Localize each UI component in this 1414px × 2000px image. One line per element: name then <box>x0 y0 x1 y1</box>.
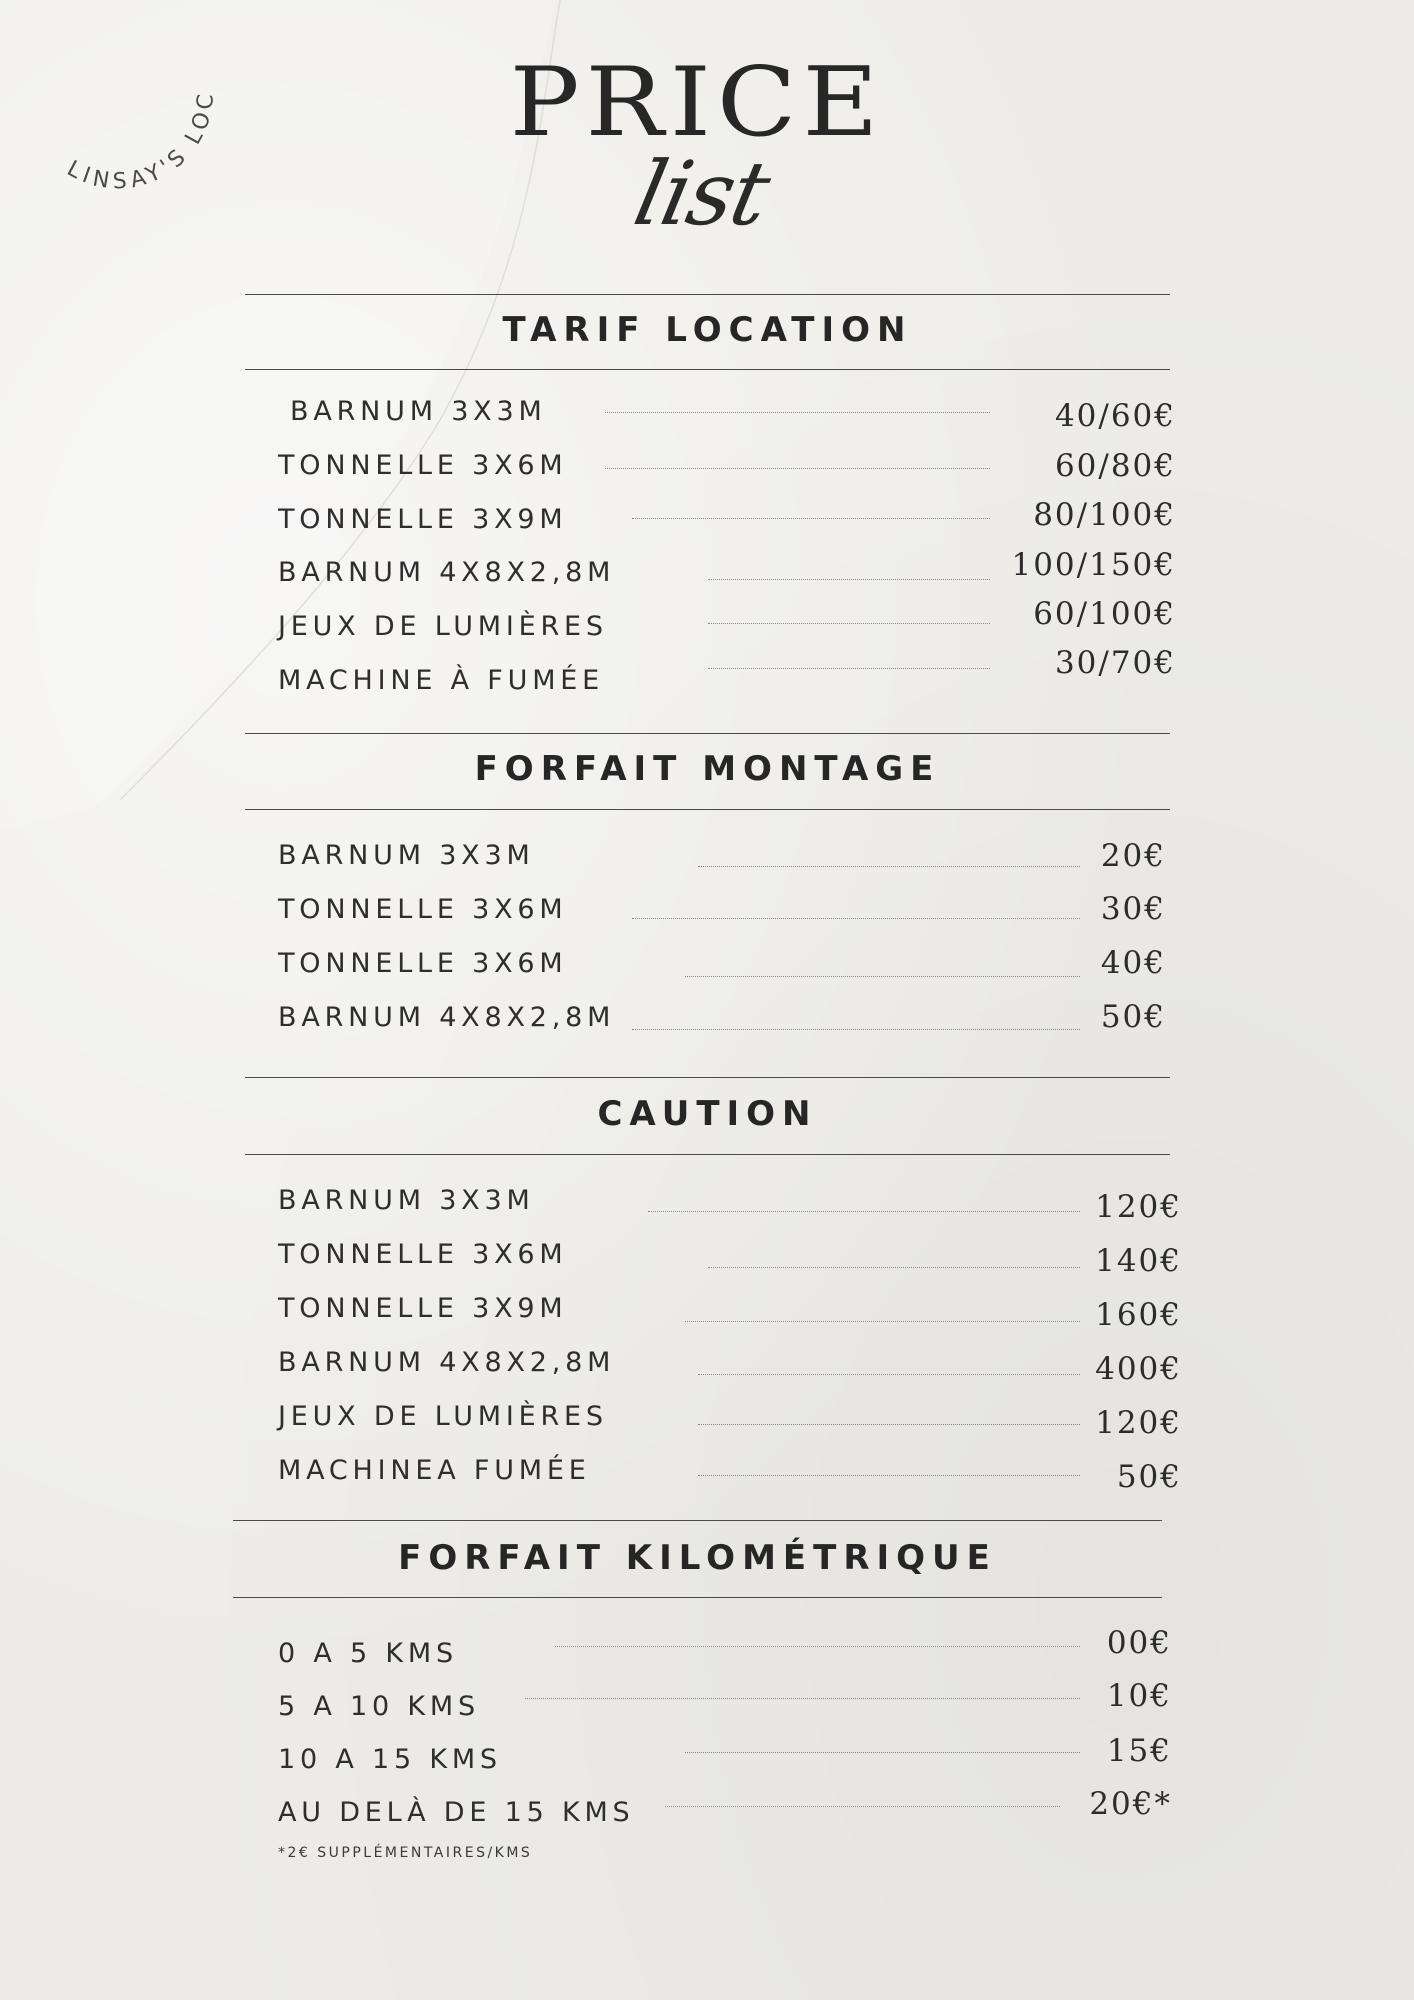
item-price: 15€ <box>1106 1733 1172 1769</box>
item-leader <box>708 1267 1080 1268</box>
item-leader <box>698 866 1080 867</box>
item-price: 160€ <box>1095 1297 1182 1333</box>
item-price: 140€ <box>1095 1243 1182 1279</box>
item-price: 50€ <box>1100 999 1166 1035</box>
item-price: 20€ <box>1100 838 1166 874</box>
section-title-forfait-montage: FORFAIT MONTAGE <box>474 749 941 789</box>
item-price: 40€ <box>1100 945 1166 981</box>
item-label: 10 A 15 KMS <box>278 1744 502 1775</box>
section-title-tarif-location: TARIF LOCATION <box>502 310 913 350</box>
section-rule <box>245 809 1170 810</box>
item-label: BARNUM 3X3M <box>290 396 547 427</box>
item-leader <box>698 1424 1080 1425</box>
section-rule <box>245 294 1170 295</box>
item-leader <box>708 579 990 580</box>
item-label: JEUX DE LUMIÈRES <box>278 1401 608 1432</box>
item-label: JEUX DE LUMIÈRES <box>278 611 608 642</box>
item-leader <box>555 1646 1080 1647</box>
item-leader <box>665 1806 1060 1807</box>
section-title-caution: CAUTION <box>597 1094 818 1134</box>
item-price: 80/100€ <box>1033 497 1176 533</box>
item-price: 30€ <box>1100 891 1166 927</box>
section-rule <box>245 1154 1170 1155</box>
page-subtitle: list <box>625 142 777 245</box>
page-title: PRICE <box>509 45 885 159</box>
item-leader <box>525 1698 1080 1699</box>
section-rule <box>233 1520 1162 1521</box>
item-leader <box>632 518 990 519</box>
item-label: TONNELLE 3X9M <box>278 1293 568 1324</box>
section-rule <box>233 1597 1162 1598</box>
item-price: 10€ <box>1106 1678 1172 1714</box>
item-price: 50€ <box>1116 1459 1182 1495</box>
item-leader <box>605 468 990 469</box>
section-rule <box>245 733 1170 734</box>
item-label: BARNUM 4X8X2,8M <box>278 1002 616 1033</box>
item-price: 40/60€ <box>1054 398 1176 434</box>
item-leader <box>708 623 990 624</box>
item-price: 400€ <box>1095 1351 1182 1387</box>
item-price: 30/70€ <box>1054 645 1176 681</box>
item-leader <box>605 412 990 413</box>
item-label: TONNELLE 3X6M <box>278 1239 568 1270</box>
item-label: BARNUM 3X3M <box>278 1185 535 1216</box>
item-label: TONNELLE 3X6M <box>278 894 568 925</box>
item-price: 120€ <box>1095 1189 1182 1225</box>
item-label: 0 A 5 KMS <box>278 1638 458 1669</box>
item-leader <box>685 1752 1080 1753</box>
section-rule <box>245 1077 1170 1078</box>
item-label: MACHINEA FUMÉE <box>278 1455 591 1486</box>
item-leader <box>685 976 1080 977</box>
item-label: BARNUM 4X8X2,8M <box>278 557 616 588</box>
item-leader <box>698 1475 1080 1476</box>
item-label: 5 A 10 KMS <box>278 1691 480 1722</box>
item-label: BARNUM 3X3M <box>278 840 535 871</box>
footnote: *2€ SUPPLÉMENTAIRES/KMS <box>278 1845 533 1861</box>
item-price: 00€ <box>1106 1625 1172 1661</box>
item-label: TONNELLE 3X6M <box>278 450 568 481</box>
item-leader <box>698 1374 1080 1375</box>
item-label: MACHINE À FUMÉE <box>278 665 605 696</box>
item-leader <box>685 1321 1080 1322</box>
item-label: BARNUM 4X8X2,8M <box>278 1347 616 1378</box>
item-label: TONNELLE 3X9M <box>278 504 568 535</box>
item-price: 60/80€ <box>1054 448 1176 484</box>
item-leader <box>648 1211 1080 1212</box>
item-price: 100/150€ <box>1011 547 1176 583</box>
item-leader <box>632 1029 1080 1030</box>
item-price: 60/100€ <box>1033 596 1176 632</box>
item-label: TONNELLE 3X6M <box>278 948 568 979</box>
item-price: 20€* <box>1089 1786 1172 1822</box>
item-leader <box>708 668 990 669</box>
item-price: 120€ <box>1095 1405 1182 1441</box>
section-rule <box>245 369 1170 370</box>
section-title-forfait-kilometrique: FORFAIT KILOMÉTRIQUE <box>398 1538 997 1578</box>
item-label: AU DELÀ DE 15 KMS <box>278 1797 635 1828</box>
brand-name: LINSAY'S LOC <box>62 88 220 195</box>
item-leader <box>632 918 1080 919</box>
